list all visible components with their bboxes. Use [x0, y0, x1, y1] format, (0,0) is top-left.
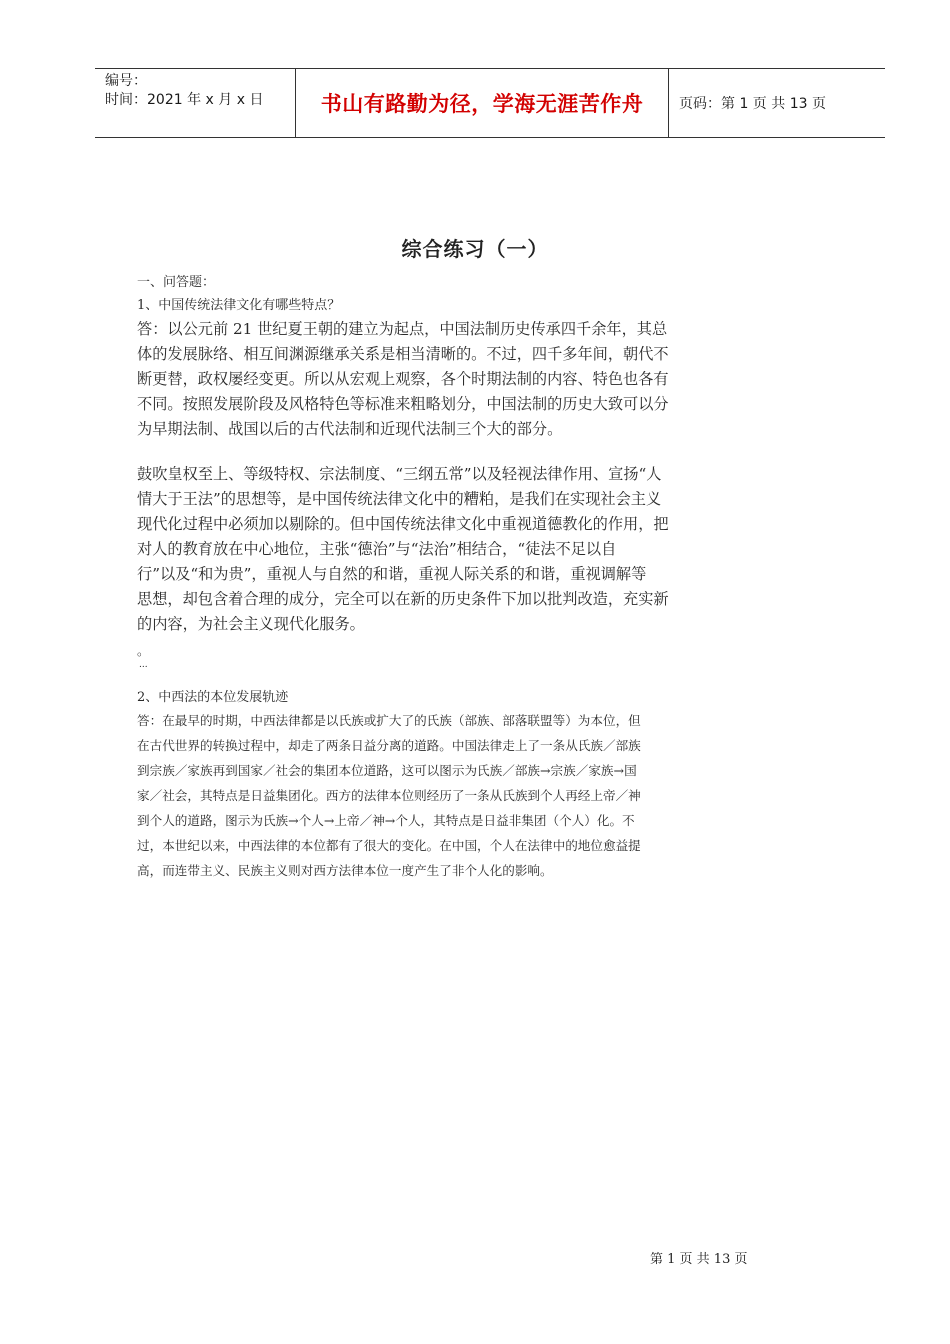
answer-2-line: 到个人的道路，图示为氏族→个人→上帝／神→个人，其特点是日益非集团（个人）化。不: [137, 813, 635, 828]
answer-2-line: 答：在最早的时期，中西法律都是以氏族或扩大了的氏族（部族、部落联盟等）为本位，但: [137, 713, 641, 728]
stray-mark: 。: [137, 643, 150, 658]
paragraph-2-line: 行”以及“和为贵”，重视人与自然的和谐，重视人际关系的和谐，重视调解等: [137, 565, 647, 583]
paragraph-2-line: 现代化过程中必须加以剔除的。但中国传统法律文化中重视道德教化的作用，把: [137, 515, 669, 533]
time-label: 时间：2021 年 x 月 x 日: [105, 92, 264, 108]
page-header: [95, 68, 885, 138]
paragraph-2-line: 的内容，为社会主义现代化服务。: [137, 615, 365, 633]
paragraph-2-line: 情大于王法”的思想等，是中国传统法律文化中的糟粕，是我们在实现社会主义: [137, 490, 662, 508]
motto-text: 书山有路勤为径，学海无涯苦作舟: [320, 92, 644, 116]
document-title: 综合练习（一）: [401, 237, 549, 261]
answer-1-line: 不同。按照发展阶段及风格特色等标准来粗略划分，中国法制的历史大致可以分: [137, 395, 669, 413]
stray-mark: ...: [139, 660, 148, 670]
header-page-cell: [669, 69, 885, 137]
question-1: 1、中国传统法律文化有哪些特点？: [137, 298, 341, 313]
answer-1-line: 为早期法制、战国以后的古代法制和近现代法制三个大的部分。: [137, 420, 563, 438]
answer-1-line: 答：以公元前 21 世纪夏王朝的建立为起点，中国法制历史传承四千余年，其总: [137, 320, 668, 338]
header-page-info: 页码：第 1 页 共 13 页: [679, 96, 826, 112]
paragraph-2-line: 思想，却包含着合理的成分，完全可以在新的历史条件下加以批判改造，充实新: [137, 590, 669, 608]
answer-1-line: 断更替，政权屡经变更。所以从宏观上观察，各个时期法制的内容、特色也各有: [137, 370, 669, 388]
header-meta-cell: [95, 69, 296, 137]
answer-2-line: 在古代世界的转换过程中，却走了两条日益分离的道路。中国法律走上了一条从氏族／部族: [137, 738, 641, 753]
serial-label: 编号：: [105, 73, 147, 89]
question-2: 2、中西法的本位发展轨迹: [137, 690, 289, 705]
answer-2-line: 到宗族／家族再到国家／社会的集团本位道路，这可以图示为氏族／部族→宗族／家族→国: [137, 763, 637, 778]
header-motto-cell: [296, 69, 669, 137]
footer-page-info: 第 1 页 共 13 页: [650, 1252, 748, 1267]
paragraph-2-line: 对人的教育放在中心地位，主张“德治”与“法治”相结合，“徒法不足以自: [137, 540, 617, 558]
section-heading: 一、问答题：: [137, 275, 216, 290]
paragraph-2-line: 鼓吹皇权至上、等级特权、宗法制度、“三纲五常”以及轻视法律作用、宣扬“人: [137, 465, 662, 483]
answer-1-line: 体的发展脉络、相互间渊源继承关系是相当清晰的。不过，四千多年间，朝代不: [137, 345, 669, 363]
answer-2-line: 高，而连带主义、民族主义则对西方法律本位一度产生了非个人化的影响。: [137, 863, 553, 878]
answer-2-line: 家／社会，其特点是日益集团化。西方的法律本位则经历了一条从氏族到个人再经上帝／神: [137, 788, 641, 803]
answer-2-line: 过，本世纪以来，中西法律的本位都有了很大的变化。在中国，个人在法律中的地位愈益提: [137, 838, 641, 853]
